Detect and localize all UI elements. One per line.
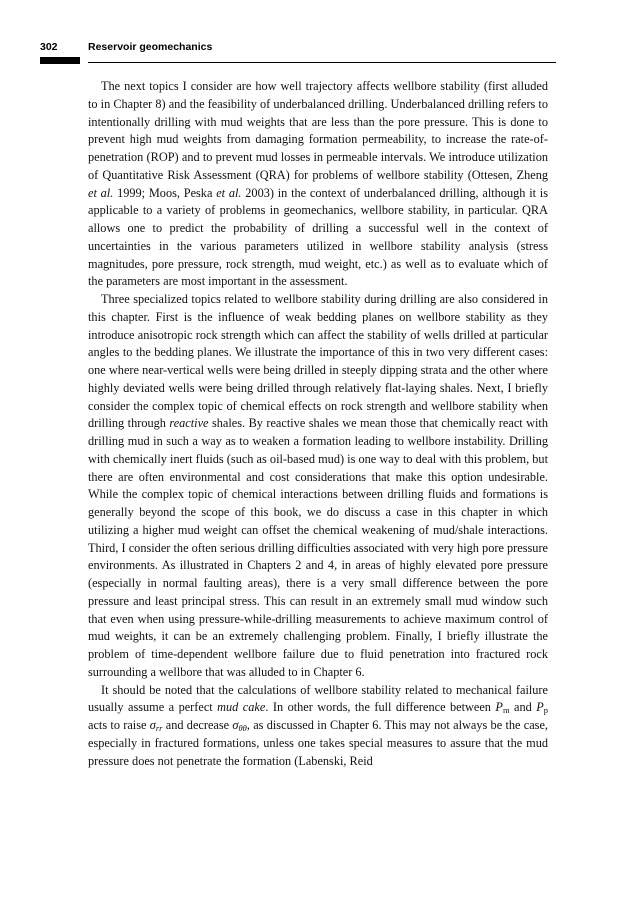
text-run: and — [509, 700, 537, 715]
math-subscript: rr — [155, 723, 163, 733]
italic-text: et al. — [216, 185, 242, 200]
text-run: acts to raise — [88, 718, 150, 732]
math-symbol: P — [495, 700, 503, 715]
math-symbol: P — [536, 700, 544, 715]
italic-text: reactive — [169, 416, 209, 431]
paragraph-2 — [88, 291, 548, 682]
math-symbol: σ — [149, 718, 156, 732]
body-text — [88, 78, 548, 770]
text-run: The next topics I consider are how well trajectory affects wellbore stability (first alluded to in Chapter 8) and the feasibility of underbalanced drilling. Underbalanced drilling refers to intentionally drilling with mud weights that are less than the pore pressure. This is done to prevent high mud weights from damaging formation permeability, to increase the rate-of-penetration (ROP) and to prevent mud losses in permeable intervals. We introduce utilization of Quantitative Risk Assessment (QRA) for problems of wellbore stability (Ottesen, Zheng — [88, 79, 548, 182]
text-run: and decrease — [162, 718, 233, 732]
math-subscript: p — [543, 705, 549, 716]
page-number: 302 — [40, 41, 58, 53]
text-run: Three specialized topics related to wellbore stability during drilling are also considered in this chapter. First is the influence of weak bedding planes on wellbore stability as they introduce anisotropic rock strength which can affect the stability of wells drilled at particular angles to the bedding planes. We illustrate the importance of this in two very different cases: one where near-vertical wells were being drilled in steeply dipping strata and the other where highly deviated wells were being drilled through relatively flat-laying shales. Next, I briefly consider the complex topic of chemical effects on rock strength and wellbore stability when drilling through — [88, 292, 548, 431]
math-symbol: σ — [232, 718, 239, 732]
paragraph-1 — [88, 78, 548, 291]
paragraph-3 — [88, 682, 548, 771]
page-header — [40, 40, 556, 66]
math-subscript: θθ — [238, 723, 247, 733]
text-run: 1999; Moos, Peska — [113, 185, 217, 200]
running-title: Reservoir geomechanics — [88, 41, 213, 53]
header-marker-bar — [40, 57, 80, 64]
italic-text: mud cake — [217, 700, 266, 715]
header-rule — [88, 62, 556, 63]
math-subscript: m — [502, 705, 510, 716]
text-run: It should be noted that the calculations of wellbore stability related to mechanical failure usually assume a perfect — [88, 682, 548, 715]
italic-text: et al. — [88, 185, 114, 200]
text-run: 2003) in the context of underbalanced drilling, although it is applicable to a variety of problems in geomechanics, wellbore stability, in particular. QRA allows one to predict the probability of drilling a successful well in the context of uncertainties in the various parameters utilized in wellbore stability analysis (stress magnitudes, pore pressure, rock strength, mud weight, etc.) as well as to evaluate which of the parameters are most important in the assessment. — [88, 185, 549, 289]
text-run: shales. By reactive shales we mean those that chemically react with drilling mud in such a way as to weaken a formation leading to wellbore instability. Drilling with chemically inert fluids (such as oil-based mud) is one way to deal with this problem, but there are often environmental and cost considerations that make this option undesirable. While the complex topic of chemical interactions between drilling fluids and formations is generally beyond the scope of this book, we do discuss a case in this chapter in which utilizing a higher mud weight can offset the chemical weakening of mud/shale interactions. Third, I consider the often serious drilling difficulties associated with very high pore pressure environments. As illustrated in Chapters 2 and 4, in areas of highly elevated pore pressure (especially in normal faulting areas), there is a very small difference between the pore pressure and least principal stress. This can result in an extremely small mud window such that even when using pressure-while-drilling measurements to achieve maximum control of mud weights, it can be an extremely challenging problem. Finally, I briefly illustrate the problem of time-dependent wellbore failure due to fluid penetration into fractured rock surrounding a wellbore that was alluded to in Chapter 6. — [88, 416, 549, 679]
text-run: , as discussed in Chapter 6. This may not always be the case, especially in fractured formations, unless one takes special measures to assure that the mud pressure does not penetrate the formation (Labenski, Reid — [88, 718, 548, 768]
text-run: . In other words, the full difference between — [265, 700, 496, 715]
